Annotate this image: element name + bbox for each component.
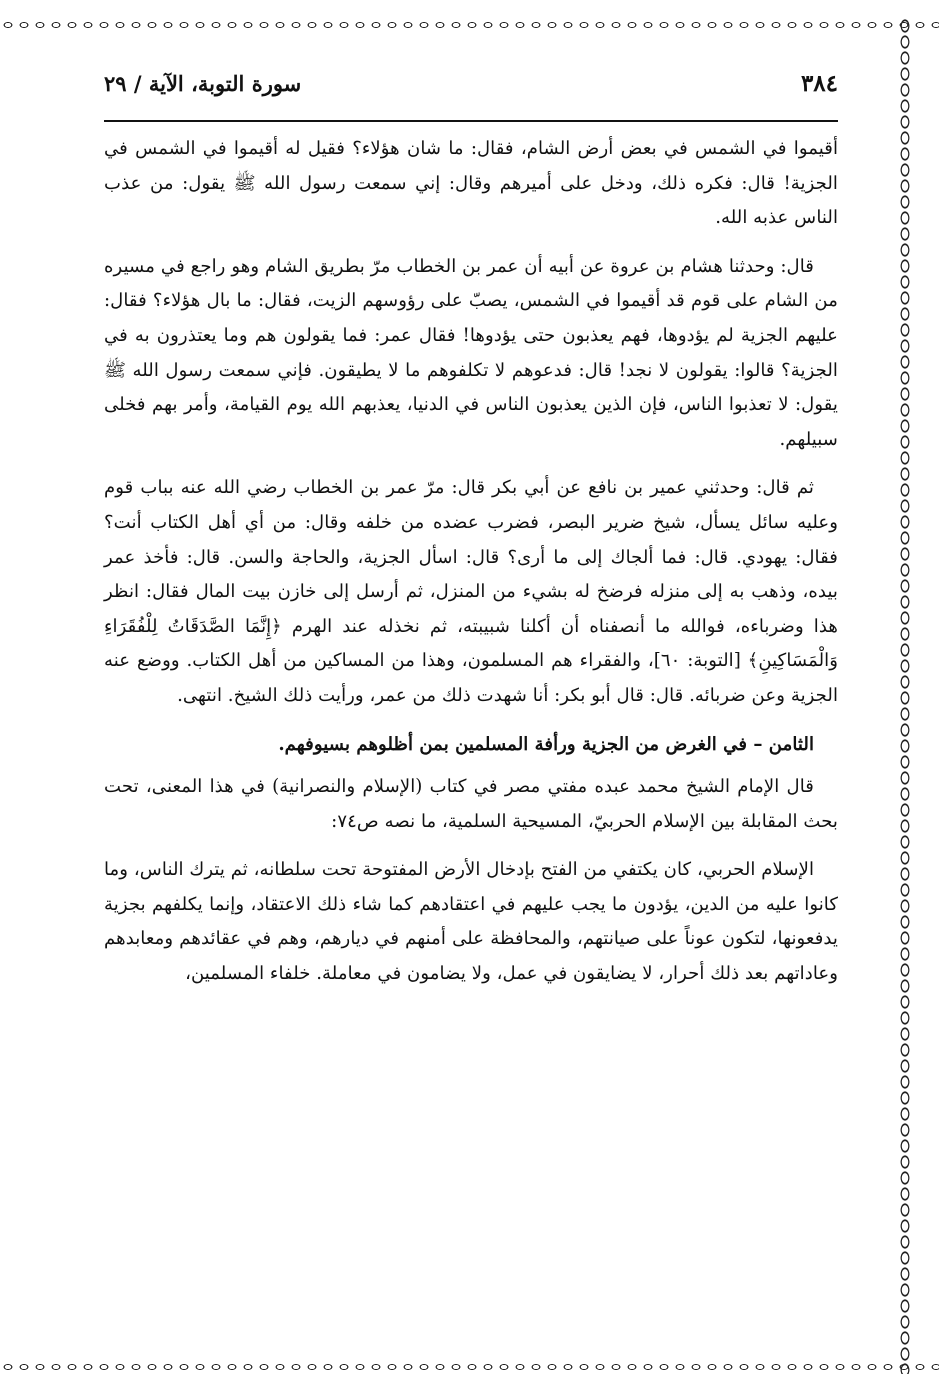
page-number: ٣٨٤: [800, 70, 838, 97]
page-content: [104, 132, 838, 992]
page-header: [104, 70, 838, 122]
ornamental-border-bottom: [0, 1360, 939, 1374]
paragraph-5: الإسلام الحربي، كان يكتفي من الفتح بإدخال الأرض المفتوحة تحت سلطانه، ثم يترك الناس، وما كانوا عليه من الدين، يؤدون ما يجب عليهم في اعتقادهم كما شاء ذلك الاعتقاد، وإنما يكلفهم بجزية يدفعونها، لتكون عوناً على صيانتهم، والمحافظة على أمنهم في ديارهم، وهم في عقائدهم ومعابدهم وعاداتهم بعد ذلك أحرار، لا يضايقون في عمل، ولا يضامون في معاملة. خلفاء المسلمين،: [104, 859, 838, 985]
surah-title: سورة التوبة، الآية / ٢٩: [104, 71, 302, 96]
paragraph-1: أقيموا في الشمس في بعض أرض الشام، فقال: ما شان هؤلاء؟ فقيل له أقيموا في الشمس في الجزية! قال: فكره ذلك، ودخل على أميرهم وقال: إني سمعت رسول الله ﷺ يقول: من عذب الناس عذبه الله.: [104, 138, 838, 229]
paragraph-4: قال الإمام الشيخ محمد عبده مفتي مصر في كتاب (الإسلام والنصرانية) في هذا المعنى، تحت بحث المقابلة بين الإسلام الحربيّ، المسيحية السلمية، ما نصه ص٧٤:: [104, 776, 838, 832]
section-heading: الثامن – في الغرض من الجزية ورأفة المسلمين بمن أظلوهم بسيوفهم.: [278, 733, 814, 755]
ornamental-border-right: [898, 18, 912, 1374]
paragraph-2: قال: وحدثنا هشام بن عروة عن أبيه أن عمر بن الخطاب مرّ بطريق الشام وهو راجع في مسيره من الشام على قوم قد أقيموا في الشمس، يصبّ على رؤوسهم الزيت، فقال: ما بال هؤلاء؟ فقال: عليهم الجزية لم يؤدوها، فهم يعذبون حتى يؤدوها! فقال عمر: فما يقولون هم وما يعتذرون به في الجزية؟ قالوا: يقولون لا نجد! قال: فدعوهم لا تكلفوهم ما لا يطيقون. فإني سمعت رسول الله ﷺ يقول: لا تعذبوا الناس، فإن الذين يعذبون الناس في الدنيا، يعذبهم الله يوم القيامة، وأمر بهم فخلى سبيلهم.: [104, 255, 838, 450]
ornamental-border-top: [0, 18, 939, 32]
paragraph-3: ثم قال: وحدثني عمير بن نافع عن أبي بكر قال: مرّ عمر بن الخطاب رضي الله عنه بباب قوم وعليه سائل يسأل، شيخ ضرير البصر، فضرب عضده من خلفه وقال: من أي أهل الكتاب أنت؟ فقال: يهودي. قال: فما ألجاك إلى ما أرى؟ قال: اسأل الجزية، والحاجة والسن. قال: فأخذ عمر بيده، وذهب به إلى منزله فرضخ له بشيء من المنزل، ثم أرسل إلى خازن بيت المال فقال: انظر هذا وضرباءه، فوالله ما أنصفناه أن أكلنا شبيبته، ثم نخذله عند الهرم ﴿إِنَّمَا الصَّدَقَاتُ لِلْفُقَرَاءِ وَالْمَسَاكِينِ﴾ [التوبة: ٦٠]، والفقراء هم المسلمون، وهذا من المساكين من أهل الكتاب. ووضع عنه الجزية وعن ضربائه. قال: قال أبو بكر: أنا شهدت ذلك من عمر، ورأيت ذلك الشيخ. انتهى.: [104, 477, 838, 706]
book-page: [104, 70, 838, 1006]
